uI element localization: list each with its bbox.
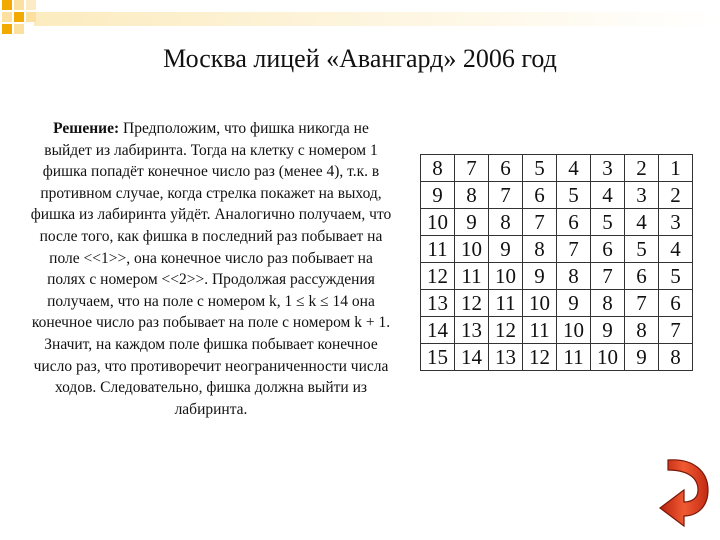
grid-cell: 11 [421, 236, 455, 263]
grid-row [421, 182, 693, 209]
grid-cell: 11 [523, 317, 557, 344]
grid-cell: 9 [489, 236, 523, 263]
grid-cell: 10 [557, 317, 591, 344]
grid-cell: 6 [591, 236, 625, 263]
grid-cell: 8 [455, 182, 489, 209]
grid-cell: 8 [625, 317, 659, 344]
grid-row [421, 236, 693, 263]
grid-cell: 4 [591, 182, 625, 209]
grid-cell: 9 [455, 209, 489, 236]
solution-label: Решение: [53, 120, 120, 137]
grid-cell: 7 [625, 290, 659, 317]
grid-cell: 2 [659, 182, 693, 209]
grid-cell: 9 [523, 263, 557, 290]
grid-row [421, 317, 693, 344]
grid-cell: 13 [489, 344, 523, 371]
grid-cell: 6 [523, 182, 557, 209]
grid-cell: 14 [421, 317, 455, 344]
grid-cell: 6 [659, 290, 693, 317]
grid-row [421, 209, 693, 236]
grid-cell: 8 [557, 263, 591, 290]
grid-cell: 3 [625, 182, 659, 209]
grid-cell: 8 [421, 155, 455, 182]
grid-cell: 8 [523, 236, 557, 263]
grid-cell: 4 [557, 155, 591, 182]
grid-cell: 12 [455, 290, 489, 317]
grid-cell: 12 [523, 344, 557, 371]
grid-cell: 14 [455, 344, 489, 371]
grid-cell: 7 [557, 236, 591, 263]
grid-cell: 4 [625, 209, 659, 236]
grid-cell: 11 [455, 263, 489, 290]
page-title: Москва лицей «Авангард» 2006 год [163, 44, 557, 73]
grid-cell: 9 [421, 182, 455, 209]
grid-cell: 5 [523, 155, 557, 182]
grid-cell: 5 [659, 263, 693, 290]
grid-cell: 10 [523, 290, 557, 317]
grid-cell: 10 [421, 209, 455, 236]
solution-text-block [30, 118, 392, 420]
grid-cell: 15 [421, 344, 455, 371]
grid-cell: 7 [523, 209, 557, 236]
grid-cell: 9 [625, 344, 659, 371]
grid-cell: 8 [591, 290, 625, 317]
grid-row [421, 263, 693, 290]
grid-cell: 10 [591, 344, 625, 371]
grid-cell: 6 [625, 263, 659, 290]
grid-cell: 7 [455, 155, 489, 182]
grid-row [421, 290, 693, 317]
header-decoration [0, 0, 720, 38]
grid-cell: 11 [489, 290, 523, 317]
grid-cell: 12 [489, 317, 523, 344]
grid-cell: 3 [659, 209, 693, 236]
grid-cell: 1 [659, 155, 693, 182]
grid-cell: 5 [557, 182, 591, 209]
grid-row [421, 155, 693, 182]
grid-cell: 6 [557, 209, 591, 236]
grid-cell: 7 [591, 263, 625, 290]
grid-cell: 5 [625, 236, 659, 263]
solution-body: Предположим, что фишка никогда не выйдет из лабиринта. Тогда на клетку с номером 1 фишка попадёт конечное число раз (менее 4), т.к. в противном случае, когда стрелка покажет на выход, фишка из лабиринта уйдёт. Аналогично получаем, что после того, как фишка в последний раз побывает на поле <<1>>, она конечное число раз побывает на полях с номером <<2>>. Продолжая рассуждения получаем, что на поле с номером k, 1 ≤ k ≤ 14 она конечное число раз побывает на поле с номером k + 1. Значит, на каждом поле фишка побывает конечное число раз, что противоречит неограниченности числа ходов. Следовательно, фишка должна выйти из лабиринта. [30, 120, 392, 418]
grid-cell: 9 [591, 317, 625, 344]
grid-cell: 5 [591, 209, 625, 236]
grid-row [421, 344, 693, 371]
grid-cell: 9 [557, 290, 591, 317]
grid-cell: 12 [421, 263, 455, 290]
grid-cell: 13 [455, 317, 489, 344]
grid-cell: 8 [659, 344, 693, 371]
grid-cell: 13 [421, 290, 455, 317]
labyrinth-grid [420, 154, 693, 371]
grid-cell: 7 [489, 182, 523, 209]
grid-cell: 11 [557, 344, 591, 371]
grid-cell: 8 [489, 209, 523, 236]
grid-cell: 10 [455, 236, 489, 263]
grid-cell: 3 [591, 155, 625, 182]
grid-cell: 10 [489, 263, 523, 290]
grid-cell: 4 [659, 236, 693, 263]
grid-cell: 7 [659, 317, 693, 344]
curved-return-arrow-icon[interactable] [654, 456, 712, 532]
grid-cell: 2 [625, 155, 659, 182]
grid-cell: 6 [489, 155, 523, 182]
